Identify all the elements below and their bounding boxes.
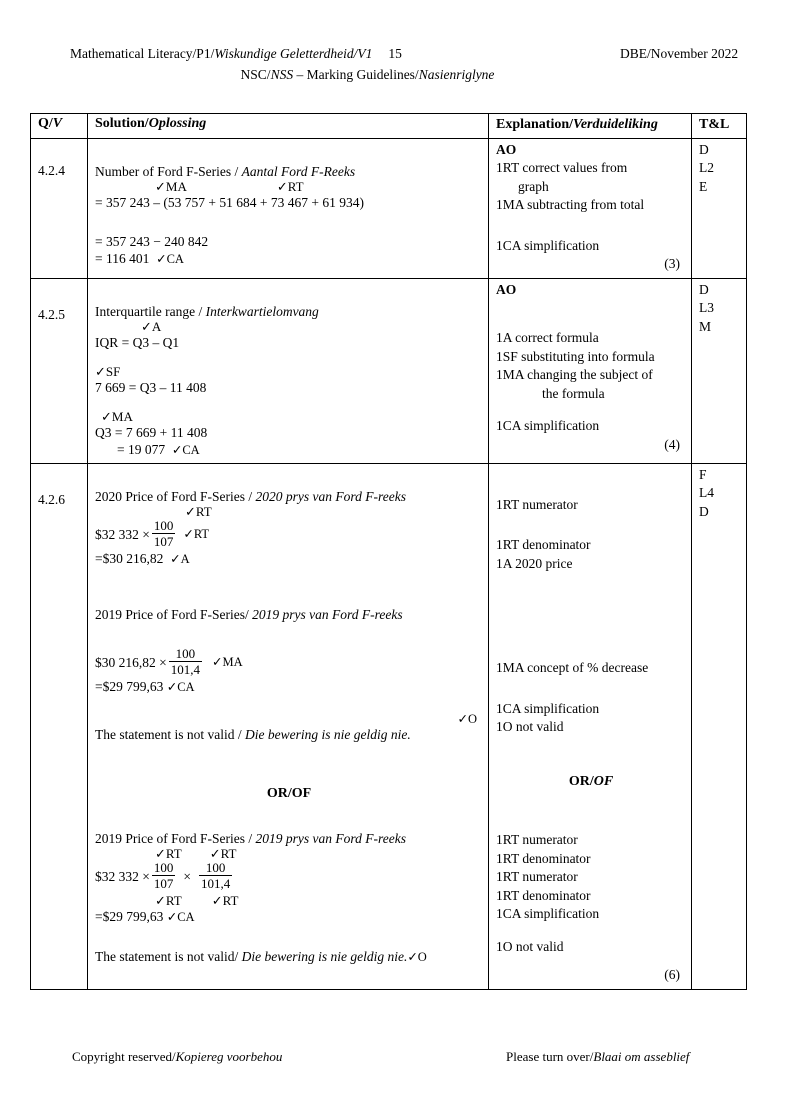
column-header-question-af: V [52,116,63,131]
marking-guidelines-table [30,113,747,990]
solution-equation-2: = 357 243 − 240 842 [95,233,209,249]
solution-cell [88,138,489,278]
or-divider-label: OR/OF [266,785,312,801]
explanation-ao: AO [496,141,517,157]
solution-equation-3-value: = 116 401 [95,250,150,266]
solution-subtitle-alt-en: 2019 Price of Ford F-Series / [95,830,256,846]
expression-lead: $32 332 × [95,526,150,542]
solution-statement-alt-af: Die bewering is nie geldig nie. [241,948,408,964]
header-line-1 [30,44,747,64]
page-header [30,44,747,85]
tl-code: D [699,503,709,519]
marks-total: (6) [664,967,680,982]
expression-lead: $30 216,82 × [95,654,167,670]
annotation-line [95,410,483,424]
or-divider-label [496,773,686,792]
solution-subtitle-2020-af: 2020 prys van Ford F-reeks [255,488,406,504]
explanation-line: 1CA simplification [496,906,600,921]
tick-o: ✓O [407,949,427,964]
column-header-tl: T&L [692,114,747,139]
column-header-explanation-af: Verduideliking [573,117,658,132]
question-number: 4.2.5 [38,306,65,322]
explanation-line: 1RT correct values from [496,160,628,175]
explanation-line: 1MA changing the subject of [496,367,653,382]
explanation-line: 1CA simplification [496,237,600,253]
solution-equation-4-value: = 19 077 [117,441,166,457]
solution-subtitle-2019 [95,606,483,623]
column-header-solution-en: Solution/ [95,116,149,131]
fraction-denominator: 107 [153,875,174,891]
explanation-line: 1RT denominator [496,850,591,866]
tick-ca: ✓CA [166,909,195,924]
annotation-line [95,365,483,379]
marks-total: (4) [664,436,680,452]
solution-equation-3: Q3 = 7 669 + 11 408 [95,424,208,440]
or-divider-af: OF [593,773,614,789]
table-header-row [31,114,747,139]
tl-code: E [699,178,708,194]
footer-copyright-en: Copyright reserved/ [72,1049,176,1064]
question-number-cell [31,138,88,278]
solution-result-2019-value: =$29 799,63 [95,678,164,694]
solution-statement-en: The statement is not valid / [95,726,245,742]
solution-title [95,163,483,180]
tl-code: L4 [699,485,714,500]
explanation-line: 1MA subtracting from total [496,197,645,212]
solution-expression-2020 [95,519,483,550]
solution-title-af: Aantal Ford F-Reeks [241,163,356,179]
header-subject-en: Mathematical Literacy/P1/ [70,46,215,61]
fraction-100-over-1014 [169,646,202,677]
fraction-numerator: 100 [205,859,226,875]
explanation-line: 1RT denominator [496,537,591,552]
explanation-ao: AO [496,281,517,297]
tick-a: ✓A [170,551,190,566]
tick-ca: ✓CA [156,251,184,266]
tl-cell [692,278,747,463]
header-marking-guidelines-af: Nasienriglyne [418,67,495,82]
solution-statement [95,726,483,743]
tl-code: M [699,318,712,334]
annotation-line [95,180,483,194]
explanation-cell [489,138,692,278]
tick-ca: ✓CA [171,442,200,457]
header-line-2 [30,65,747,85]
column-header-question-en: Q/ [38,116,53,131]
fraction-100-over-1014 [199,860,232,891]
fraction-100-over-107 [152,860,176,891]
question-number: 4.2.6 [38,491,65,507]
explanation-line: 1RT numerator [496,832,578,847]
fraction-100-over-107 [152,518,176,549]
header-nsc-af: NSS [270,67,294,82]
or-divider-en: OR/ [568,773,594,789]
solution-subtitle-2020-en: 2020 Price of Ford F-Series / [95,488,256,504]
solution-equation-1: = 357 243 – (53 757 + 51 684 + 73 467 + 61 934) [95,194,364,210]
explanation-line: the formula [542,385,605,401]
solution-equation-3 [95,250,483,268]
header-marking-guidelines-en: – Marking Guidelines/ [293,67,419,82]
tl-code: F [699,466,707,482]
explanation-line: 1MA concept of % decrease [496,660,649,675]
solution-result-2019 [95,678,483,696]
solution-statement-alt-en: The statement is not valid/ [95,948,242,964]
table-row [31,138,747,278]
tl-cell [692,463,747,989]
solution-title-en: Interquartile range / [95,303,206,319]
footer-copyright-af: Kopiereg voorbehou [175,1049,283,1064]
explanation-line: 1RT numerator [496,869,578,884]
column-header-question [31,114,88,139]
solution-title-en: Number of Ford F-Series / [95,163,242,179]
tick-rt: ✓RT [155,845,182,861]
tick-ma: ✓MA [101,408,133,424]
solution-subtitle-2020 [95,488,483,505]
annotation-line [95,894,483,908]
question-number: 4.2.4 [38,162,65,178]
tick-rt: ✓RT [155,892,182,908]
explanation-line: 1CA simplification [496,418,600,433]
solution-statement-alt [95,948,483,966]
fraction-numerator: 100 [153,859,174,875]
explanation-line: 1O not valid [496,938,564,954]
solution-subtitle-2019-af: 2019 prys van Ford F-reeks [252,606,403,622]
expression-lead: $32 332 × [95,868,150,884]
table-row [31,278,747,463]
column-header-solution-af: Oplossing [148,116,207,131]
explanation-line: 1A correct formula [496,330,599,345]
tick-ca: ✓CA [166,679,195,694]
explanation-cell [489,463,692,989]
solution-equation-1: IQR = Q3 – Q1 [95,334,180,350]
footer-turn-over-af: Blaai om asseblief [593,1049,690,1064]
tick-ma: ✓MA [155,178,187,194]
tick-rt: ✓RT [209,845,237,861]
tl-code: L3 [699,300,714,315]
fraction-numerator: 100 [175,645,196,661]
solution-subtitle-alt-af: 2019 prys van Ford F-reeks [255,830,406,846]
header-nsc-en: NSC/ [240,67,271,82]
footer-turn-over [506,1049,689,1065]
solution-expression-2019 [95,647,483,678]
multiplication-sign: × [183,868,191,884]
tick-rt: ✓RT [276,178,304,194]
solution-cell [88,463,489,989]
explanation-line: 1A 2020 price [496,555,573,571]
fraction-denominator: 107 [153,533,174,549]
column-header-explanation [489,114,692,139]
explanation-line: 1O not valid [496,719,564,734]
solution-subtitle-2019-en: 2019 Price of Ford F-Series/ [95,606,253,622]
explanation-line: graph [518,178,549,194]
solution-equation-2: 7 669 = Q3 – 11 408 [95,379,207,395]
explanation-line: 1CA simplification [496,700,600,716]
tick-o: ✓O [457,711,477,726]
header-exam-reference: DBE/November 2022 [620,46,739,61]
question-number-cell [31,278,88,463]
explanation-line: 1RT numerator [496,496,578,512]
question-number-cell [31,463,88,989]
fraction-denominator: 101,4 [170,661,200,677]
tl-cell [692,138,747,278]
header-page-number: 15 [388,46,402,61]
column-header-explanation-en: Explanation/ [496,117,574,132]
solution-title-af: Interkwartielomvang [205,303,319,319]
annotation-line [95,847,483,861]
solution-title [95,303,483,320]
tick-ma: ✓MA [212,654,243,669]
solution-cell [88,278,489,463]
solution-result-alt [95,908,483,926]
tl-code: L2 [699,160,714,175]
solution-result-alt-value: =$29 799,63 [95,908,164,924]
table-row [31,463,747,989]
solution-expression-alt [95,861,483,892]
explanation-line: 1SF substituting into formula [496,348,655,364]
tick-rt: ✓RT [211,892,239,908]
tick-rt: ✓RT [183,526,210,541]
tl-code: D [699,281,709,297]
header-subject-af: Wiskundige Geletterdheid/V1 [214,46,373,61]
annotation-line [95,712,483,726]
column-header-solution [88,114,489,139]
solution-result-2020 [95,550,483,568]
tick-sf: ✓SF [95,363,121,379]
annotation-line [95,320,483,334]
footer-turn-over-en: Please turn over/ [506,1049,594,1064]
marks-total: (3) [664,256,680,271]
annotation-line [95,505,483,519]
solution-equation-4 [95,441,483,459]
solution-subtitle-alt [95,830,483,847]
solution-result-2020-value: =$30 216,82 [95,550,164,566]
tick-a: ✓A [141,318,162,334]
tl-code: D [699,141,709,157]
tick-rt: ✓RT [185,503,212,519]
fraction-numerator: 100 [153,517,174,533]
explanation-line: 1RT denominator [496,887,591,903]
explanation-cell [489,278,692,463]
footer-copyright [72,1049,282,1065]
fraction-denominator: 101,4 [201,875,231,891]
solution-statement-af: Die bewering is nie geldig nie. [244,726,411,742]
